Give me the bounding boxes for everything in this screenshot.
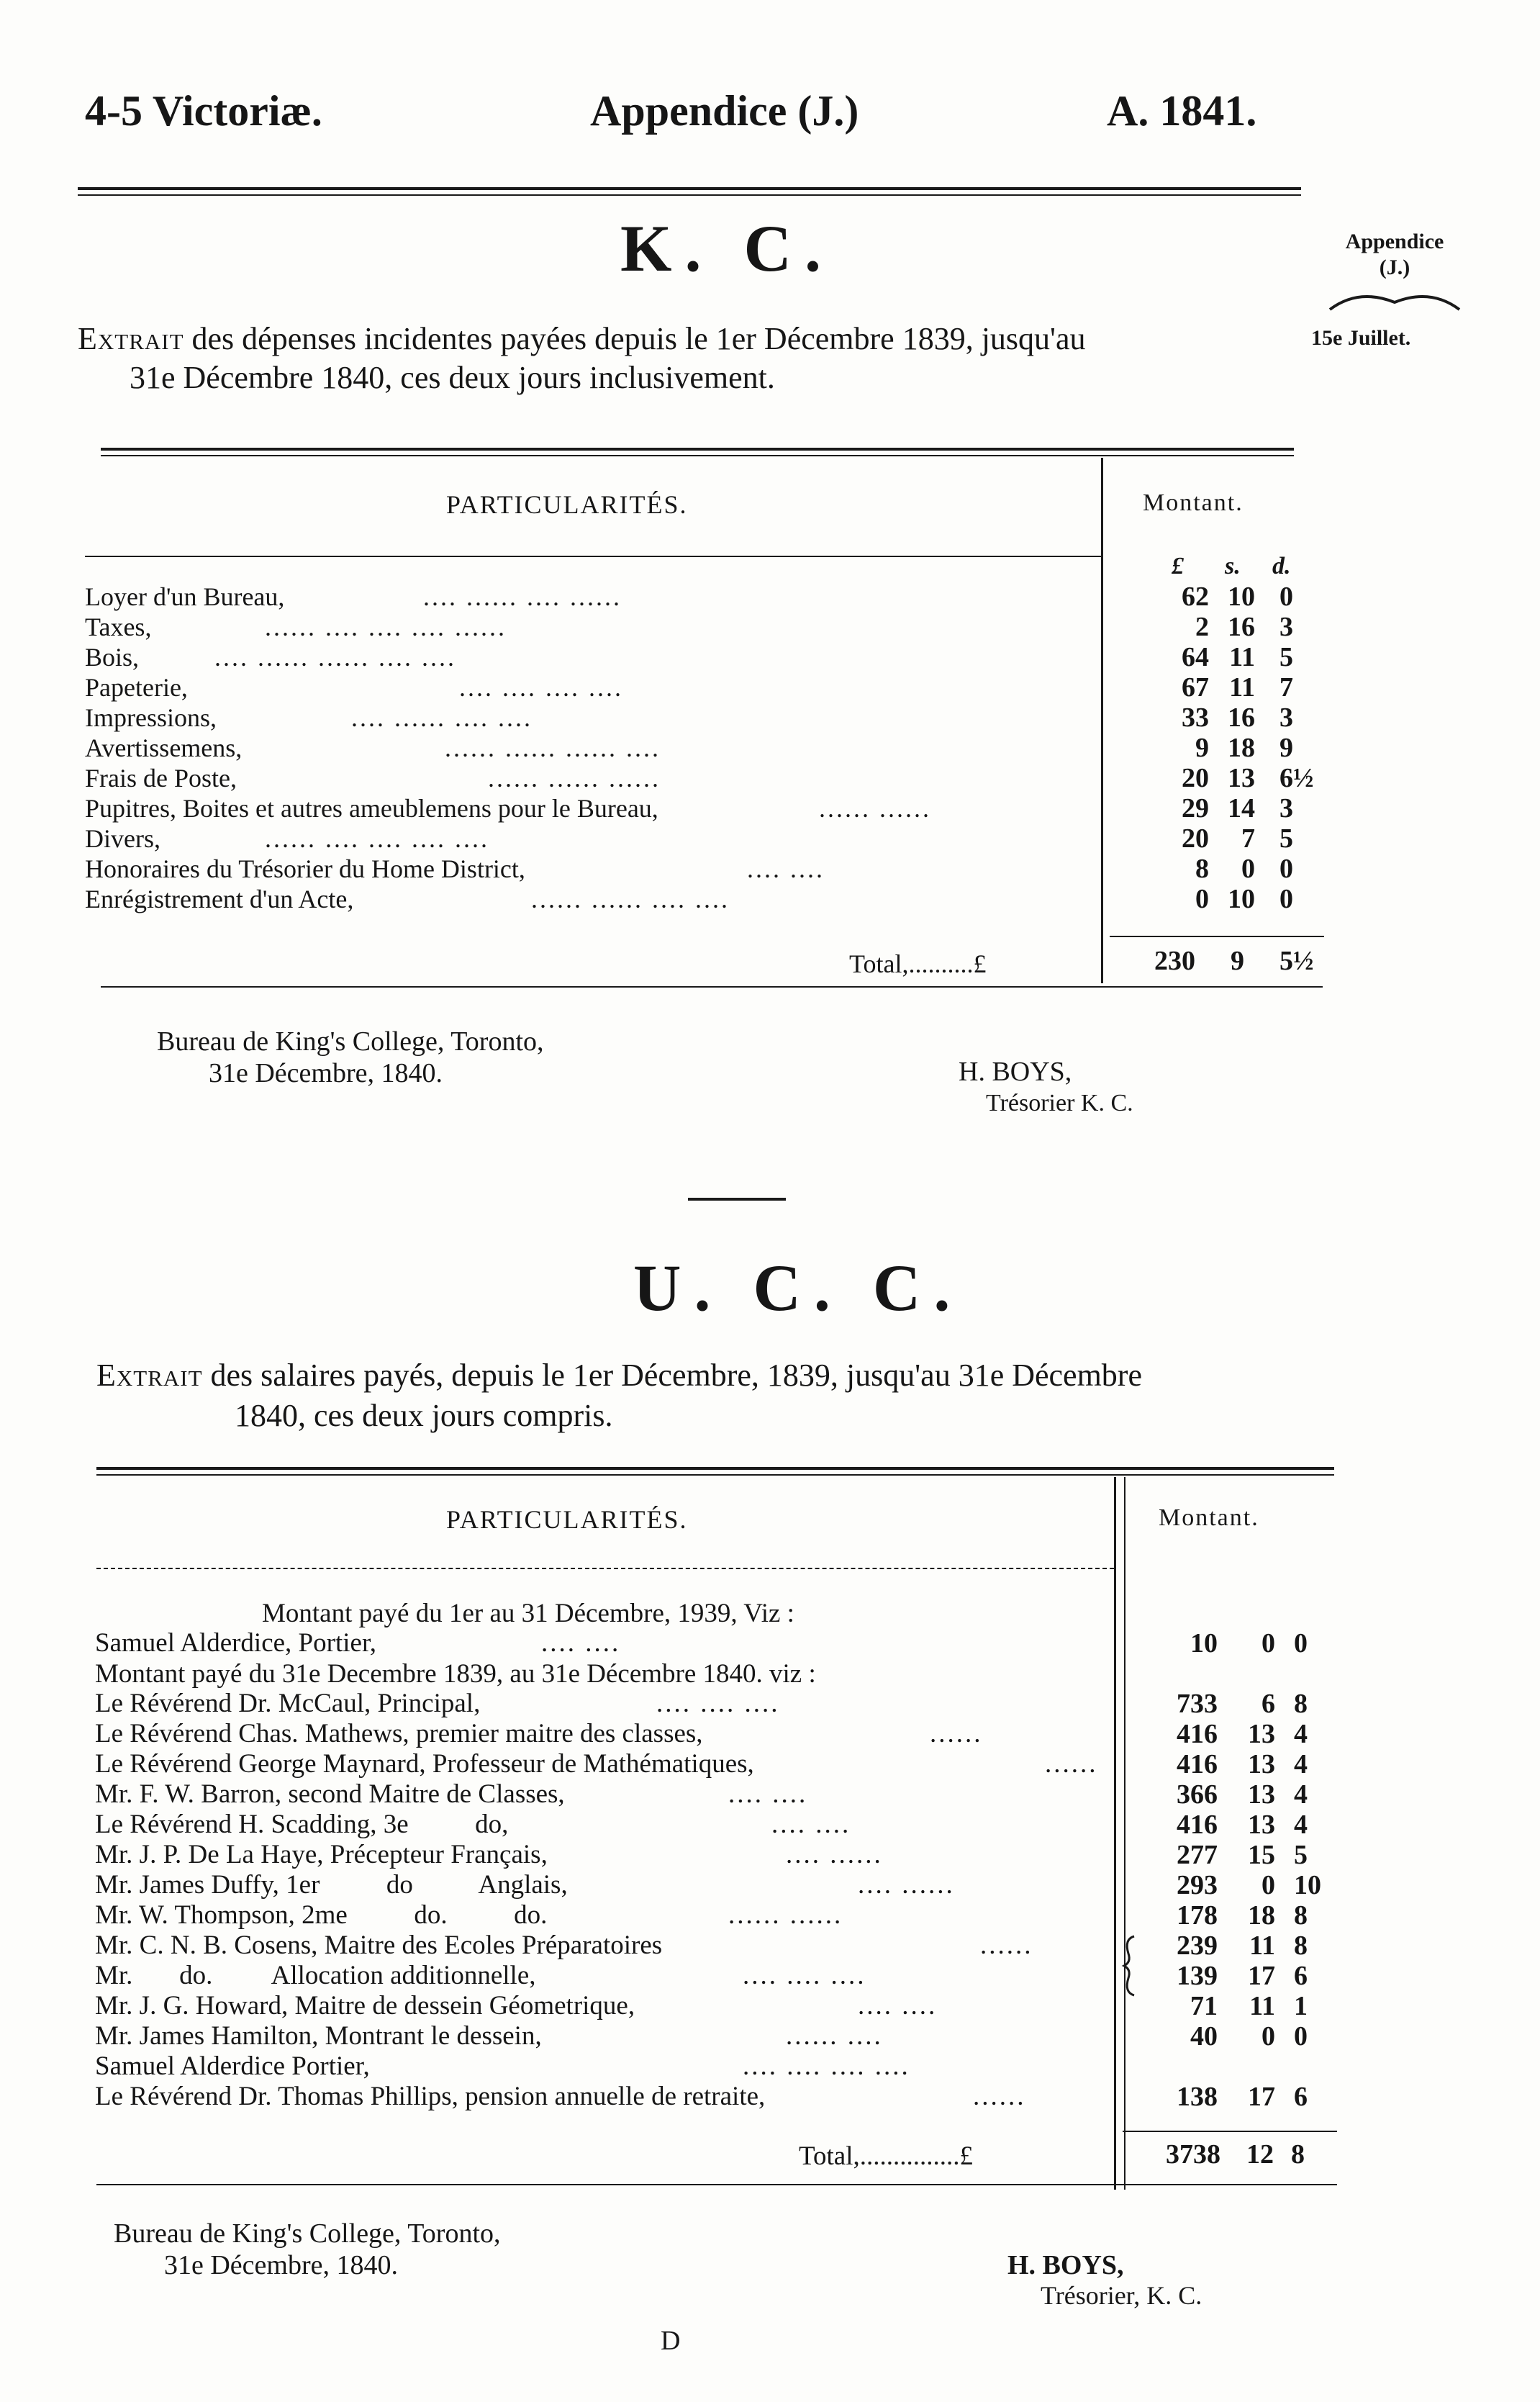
kc-row-leader: .... .... [747, 854, 825, 883]
ucc-table-bottom-rule [96, 2184, 1337, 2185]
kc-row-leader: ...... ...... ...... [488, 764, 661, 793]
ucc-row-label: Mr. James Duffy, 1er do Anglais, [95, 1870, 568, 1900]
ucc-header-rule [96, 1568, 1114, 1569]
ucc-row-amount [1149, 1900, 1336, 1931]
ucc-row-leader: ...... [1045, 1749, 1098, 1779]
ucc-row-label: Mr. F. W. Barron, second Maitre de Classes, [95, 1779, 565, 1809]
ucc-row-label: Le Révérend Chas. Mathews, premier maitre des classes, [95, 1719, 703, 1748]
kc-row [85, 612, 1092, 642]
ucc-row-amount [1149, 1991, 1336, 2021]
kc-row-leader: ...... ...... ...... .... [445, 733, 661, 762]
ucc-row-pounds: 416 [1177, 1719, 1218, 1749]
kc-total-amount [1137, 946, 1324, 976]
kc-row-shillings: 16 [1228, 703, 1255, 733]
kc-row-label: Divers, [85, 824, 160, 853]
kc-row-label: Loyer d'un Bureau, [85, 582, 285, 611]
kc-unit-shillings: s. [1225, 553, 1241, 579]
ucc-total-label: Total,...............£ [799, 2141, 973, 2171]
ucc-row-pounds: 293 [1177, 1870, 1218, 1900]
ucc-row [95, 1810, 1117, 1840]
ucc-row [95, 1689, 1117, 1719]
kc-row-pounds: 8 [1195, 854, 1209, 884]
kc-row-leader: .... .... .... .... [459, 673, 623, 702]
signature-mark: D [661, 2326, 681, 2356]
ucc-row-leader: .... .... .... [743, 1961, 866, 1990]
ucc-subhead-2: Montant payé du 31e Decembre 1839, au 31e Décembre 1840. viz : [95, 1659, 816, 1689]
ucc-row-pence: 8 [1294, 1931, 1308, 1961]
kc-row-label: Enrégistrement d'un Acte, [85, 885, 354, 913]
kc-row-leader: .... ...... .... .... [351, 703, 533, 732]
kc-row-pence: 3 [1279, 703, 1293, 733]
kc-row-shillings: 11 [1229, 642, 1255, 672]
kc-place-line1: Bureau de King's College, Toronto, [157, 1026, 544, 1057]
ucc-row-shillings: 17 [1248, 1961, 1275, 1991]
kc-intro-line2: 31e Décembre 1840, ces deux jours inclusivement. [130, 360, 775, 395]
ucc-row-pence: 4 [1294, 1810, 1308, 1840]
ucc-row-pounds: 277 [1177, 1840, 1218, 1870]
ucc-row-label: Le Révérend Dr. McCaul, Principal, [95, 1689, 481, 1718]
kc-row-amount [1137, 642, 1324, 672]
kc-row-pounds: 9 [1195, 733, 1209, 763]
ucc-row-amount [1149, 1840, 1336, 1870]
ucc-place-date: 31e Décembre, 1840. [164, 2250, 398, 2280]
ucc-place-line1: Bureau de King's College, Toronto, [114, 2218, 501, 2249]
kc-row-label: Frais de Poste, [85, 764, 237, 793]
ucc-row-label: Samuel Alderdice, Portier, [95, 1628, 377, 1658]
kc-row-leader: .... ...... .... ...... [423, 582, 622, 611]
ucc-intro-line2: 1840, ces deux jours compris. [235, 1398, 613, 1433]
ucc-row-label: Mr. C. N. B. Cosens, Maitre des Ecoles Préparatoires [95, 1931, 663, 1960]
kc-row-leader: .... ...... ...... .... .... [214, 643, 456, 672]
kc-row-shillings: 7 [1241, 823, 1255, 854]
kc-table-top-rule-thin [101, 455, 1294, 456]
kc-row-pence: 9 [1279, 733, 1293, 763]
kc-col-particulars: PARTICULARITÉS. [446, 490, 688, 519]
ucc-row-shillings: 11 [1249, 1991, 1275, 2021]
kc-unit-pounds: £ [1172, 553, 1184, 579]
ucc-intro-line1 [96, 1356, 1142, 1395]
ucc-row-shillings: 17 [1248, 2082, 1275, 2112]
ucc-row-label: Mr. James Hamilton, Montrant le dessein, [95, 2021, 542, 2051]
kc-row-pounds: 2 [1195, 612, 1209, 642]
ucc-row-pence: 0 [1294, 1628, 1308, 1658]
kc-row-pence: 5 [1279, 823, 1293, 854]
kc-intro-text: des dépenses incidentes payées depuis le 1er Décembre 1839, jusqu'au [184, 321, 1086, 356]
ucc-row-pounds: 733 [1177, 1689, 1218, 1719]
kc-row-pence: 0 [1279, 854, 1293, 884]
kc-row-shillings: 10 [1228, 884, 1255, 914]
ucc-signer: H. BOYS, [1007, 2250, 1124, 2280]
ucc-row-amount [1149, 1779, 1336, 1810]
kc-row [85, 582, 1092, 612]
margin-note-appendix: Appendice [1345, 230, 1444, 253]
margin-note-letter: (J.) [1379, 256, 1410, 279]
kc-row [85, 703, 1092, 733]
ucc-total-pounds: 3738 [1166, 2139, 1220, 2170]
ucc-row-leader: .... .... [771, 1810, 851, 1839]
ucc-row-leader: ...... [980, 1931, 1033, 1960]
ucc-total-rule [1123, 2131, 1337, 2132]
ucc-row-pounds: 138 [1177, 2082, 1218, 2112]
kc-row-label: Papeterie, [85, 673, 188, 702]
ucc-row-shillings: 6 [1262, 1689, 1275, 1719]
ucc-row-pence: 1 [1294, 1991, 1308, 2021]
kc-row [85, 854, 1092, 884]
kc-row-label: Impressions, [85, 703, 217, 732]
kc-row-pounds: 33 [1182, 703, 1209, 733]
ucc-row-leader: .... .... .... .... [743, 2051, 910, 2081]
ucc-row-pounds: 71 [1190, 1991, 1218, 2021]
kc-row-label: Honoraires du Trésorier du Home District, [85, 854, 525, 883]
ucc-row-label: Mr. W. Thompson, 2me do. do. [95, 1900, 548, 1930]
margin-note [1323, 229, 1467, 281]
ucc-row [95, 1719, 1117, 1749]
ucc-row-amount [1149, 1689, 1336, 1719]
kc-title: K. C. [620, 212, 834, 285]
ucc-row [95, 1900, 1117, 1931]
kc-col-amount: Montant. [1143, 489, 1244, 516]
header-rule-thin [78, 194, 1301, 196]
kc-row-pounds: 20 [1182, 823, 1209, 854]
kc-row-shillings: 0 [1241, 854, 1255, 884]
ucc-row-label: Mr. J. P. De La Haye, Précepteur Français, [95, 1840, 548, 1869]
ucc-row-leader: .... .... .... [656, 1689, 780, 1718]
kc-intro-lead: Extrait [78, 321, 184, 356]
kc-row [85, 672, 1092, 703]
ucc-row-leader: ...... .... [786, 2021, 883, 2051]
ucc-row [95, 1870, 1117, 1900]
kc-table-bottom-rule [101, 986, 1323, 988]
kc-column-divider [1101, 458, 1103, 983]
kc-row-pence: 7 [1279, 672, 1293, 703]
ucc-col-particulars: PARTICULARITÉS. [446, 1505, 688, 1534]
ucc-total-shillings: 12 [1246, 2139, 1274, 2170]
ucc-intro-text: des salaires payés, depuis le 1er Décembre, 1839, jusqu'au 31e Décembre [202, 1358, 1142, 1393]
running-header-center: Appendice (J.) [590, 87, 859, 135]
ucc-row-amount [1149, 1628, 1336, 1658]
ucc-row [95, 1931, 1117, 1961]
kc-row-pence: 3 [1279, 612, 1293, 642]
kc-row-pence: 5 [1279, 642, 1293, 672]
ucc-row-amount [1149, 2082, 1336, 2112]
ucc-row-leader: .... ...... [858, 1870, 955, 1900]
ucc-row-pence: 0 [1294, 2021, 1308, 2051]
ucc-row-pence: 8 [1294, 1900, 1308, 1931]
kc-row-pence: 0 [1279, 884, 1293, 914]
ucc-row-shillings: 15 [1248, 1840, 1275, 1870]
kc-row-shillings: 14 [1228, 793, 1255, 823]
ucc-row-pounds: 416 [1177, 1749, 1218, 1779]
ucc-row-leader: .... .... [541, 1628, 621, 1658]
ucc-row [95, 2082, 1117, 2112]
kc-units [1166, 551, 1353, 582]
ucc-row-amount [1149, 2021, 1336, 2051]
kc-row-pounds: 29 [1182, 793, 1209, 823]
ucc-table-top-rule [96, 1467, 1334, 1470]
ucc-row-pence: 4 [1294, 1749, 1308, 1779]
ucc-row-label: Mr. J. G. Howard, Maitre de dessein Géometrique, [95, 1991, 635, 2021]
ucc-row-leader: ...... [930, 1719, 983, 1748]
ucc-row [95, 1991, 1117, 2021]
ucc-row-pence: 4 [1294, 1719, 1308, 1749]
header-rule [78, 187, 1301, 190]
kc-row-shillings: 11 [1229, 672, 1255, 703]
ucc-row [95, 1779, 1117, 1810]
kc-row-label: Avertissemens, [85, 733, 243, 762]
ucc-row [95, 2051, 1117, 2082]
ucc-row-shillings: 13 [1248, 1719, 1275, 1749]
kc-row-pounds: 67 [1182, 672, 1209, 703]
kc-row-amount [1137, 854, 1324, 884]
ucc-row-pounds: 239 [1177, 1931, 1218, 1961]
kc-row-leader: ...... .... .... .... .... [265, 824, 489, 853]
kc-row [85, 823, 1092, 854]
kc-row-amount [1137, 884, 1324, 914]
kc-row-shillings: 13 [1228, 763, 1255, 793]
kc-total-pence: 5½ [1279, 946, 1314, 976]
kc-row [85, 793, 1092, 823]
kc-table-top-rule [101, 448, 1294, 451]
section-separator [688, 1198, 786, 1201]
ucc-row-pence: 6 [1294, 2082, 1308, 2112]
kc-row [85, 642, 1092, 672]
kc-total-label: Total,..........£ [849, 949, 987, 978]
ucc-row-shillings: 0 [1262, 2021, 1275, 2051]
ucc-subhead-1: Montant payé du 1er au 31 Décembre, 1939, Viz : [262, 1599, 794, 1628]
ucc-row-amount [1149, 1870, 1336, 1900]
ucc-row-amount [1149, 1719, 1336, 1749]
kc-row-pence: 3 [1279, 793, 1293, 823]
kc-total-rule [1110, 936, 1324, 937]
ucc-row [95, 1840, 1117, 1870]
ucc-table-top-rule-thin [96, 1474, 1334, 1476]
ucc-row-shillings: 0 [1262, 1628, 1275, 1658]
ucc-row-pence: 5 [1294, 1840, 1308, 1870]
kc-place-date: 31e Décembre, 1840. [209, 1058, 443, 1088]
kc-row-leader: ...... ...... .... .... [531, 885, 730, 913]
kc-row-pounds: 64 [1182, 642, 1209, 672]
ucc-row-pence: 6 [1294, 1961, 1308, 1991]
ucc-row-shillings: 13 [1248, 1749, 1275, 1779]
kc-header-rule [85, 556, 1101, 557]
margin-note-date: 15e Juillet. [1311, 326, 1411, 350]
ucc-row-pence: 4 [1294, 1779, 1308, 1810]
kc-row-shillings: 10 [1228, 582, 1255, 612]
ucc-row-pounds: 178 [1177, 1900, 1218, 1931]
ucc-row-label: Le Révérend H. Scadding, 3e do, [95, 1810, 509, 1839]
ucc-row [95, 1961, 1117, 1991]
ucc-row-amount [1149, 1931, 1336, 1961]
ucc-row-pence: 10 [1294, 1870, 1321, 1900]
kc-row-label: Taxes, [85, 613, 152, 641]
kc-signer: H. BOYS, [959, 1057, 1072, 1087]
ucc-row-pounds: 139 [1177, 1961, 1218, 1991]
ucc-row-pence: 8 [1294, 1689, 1308, 1719]
kc-total-pounds: 230 [1154, 946, 1195, 976]
ucc-row-amount [1149, 2051, 1336, 2082]
ucc-row [95, 1749, 1117, 1779]
ucc-row-shillings: 13 [1248, 1779, 1275, 1810]
kc-row-pounds: 62 [1182, 582, 1209, 612]
kc-row-amount [1137, 733, 1324, 763]
kc-row [85, 884, 1092, 914]
kc-row-amount [1137, 703, 1324, 733]
kc-row-pence: 6½ [1279, 763, 1314, 793]
ucc-row-shillings: 18 [1248, 1900, 1275, 1931]
kc-signer-title: Trésorier K. C. [986, 1090, 1133, 1116]
ucc-row-amount [1149, 1810, 1336, 1840]
ucc-row-shillings: 0 [1262, 1870, 1275, 1900]
kc-row-amount [1137, 582, 1324, 612]
ucc-total-amount [1149, 2139, 1336, 2170]
ucc-row-pounds: 10 [1190, 1628, 1218, 1658]
ucc-title: U. C. C. [633, 1251, 964, 1324]
ucc-row-leader: .... ...... [786, 1840, 883, 1869]
kc-row-label: Pupitres, Boites et autres ameublemens pour le Bureau, [85, 794, 658, 823]
kc-row-leader: ...... ...... [819, 794, 931, 823]
ucc-signer-title: Trésorier, K. C. [1041, 2281, 1202, 2310]
kc-row-pounds: 20 [1182, 763, 1209, 793]
ucc-row-pounds: 366 [1177, 1779, 1218, 1810]
ucc-row-shillings: 11 [1249, 1931, 1275, 1961]
kc-row [85, 763, 1092, 793]
kc-row-amount [1137, 823, 1324, 854]
ucc-row-leader: ...... [973, 2082, 1026, 2111]
ucc-row-amount [1149, 1961, 1336, 1991]
ucc-column-divider-inner [1124, 1477, 1125, 2190]
kc-intro-line1 [78, 320, 1086, 358]
ucc-row-pounds: 416 [1177, 1810, 1218, 1840]
kc-row-amount [1137, 672, 1324, 703]
ucc-total-pence: 8 [1291, 2139, 1305, 2170]
kc-row-label: Bois, [85, 643, 140, 672]
ucc-col-amount: Montant. [1159, 1504, 1259, 1531]
kc-row-pounds: 0 [1195, 884, 1209, 914]
ucc-row-label: Le Révérend George Maynard, Professeur de Mathématiques, [95, 1749, 754, 1779]
ucc-row-leader: .... .... [858, 1991, 938, 2021]
running-header-left: 4-5 Victoriæ. [85, 87, 322, 135]
kc-unit-pence: d. [1272, 553, 1291, 579]
ucc-row-leader: ...... ...... [728, 1900, 843, 1930]
ucc-row-amount [1149, 1749, 1336, 1779]
kc-row-pence: 0 [1279, 582, 1293, 612]
ucc-row [95, 2021, 1117, 2051]
running-header-right: A. 1841. [1107, 87, 1257, 135]
kc-row [85, 733, 1092, 763]
ucc-row [95, 1628, 1117, 1658]
ucc-row-pounds: 40 [1190, 2021, 1218, 2051]
kc-row-shillings: 16 [1228, 612, 1255, 642]
ucc-row-label: Mr. do. Allocation additionnelle, [95, 1961, 536, 1990]
kc-row-amount [1137, 763, 1324, 793]
kc-row-leader: ...... .... .... .... ...... [265, 613, 507, 641]
ucc-row-leader: .... .... [728, 1779, 808, 1809]
ucc-intro-lead: Extrait [96, 1358, 203, 1393]
margin-note-brace [1323, 288, 1467, 317]
kc-row-amount [1137, 793, 1324, 823]
ucc-brace [1120, 1933, 1141, 1998]
ucc-row-label: Le Révérend Dr. Thomas Phillips, pension annuelle de retraite, [95, 2082, 766, 2111]
ucc-row-label: Samuel Alderdice Portier, [95, 2051, 370, 2081]
ucc-row-shillings: 13 [1248, 1810, 1275, 1840]
kc-row-amount [1137, 612, 1324, 642]
kc-row-shillings: 18 [1228, 733, 1255, 763]
kc-total-shillings: 9 [1231, 946, 1244, 976]
